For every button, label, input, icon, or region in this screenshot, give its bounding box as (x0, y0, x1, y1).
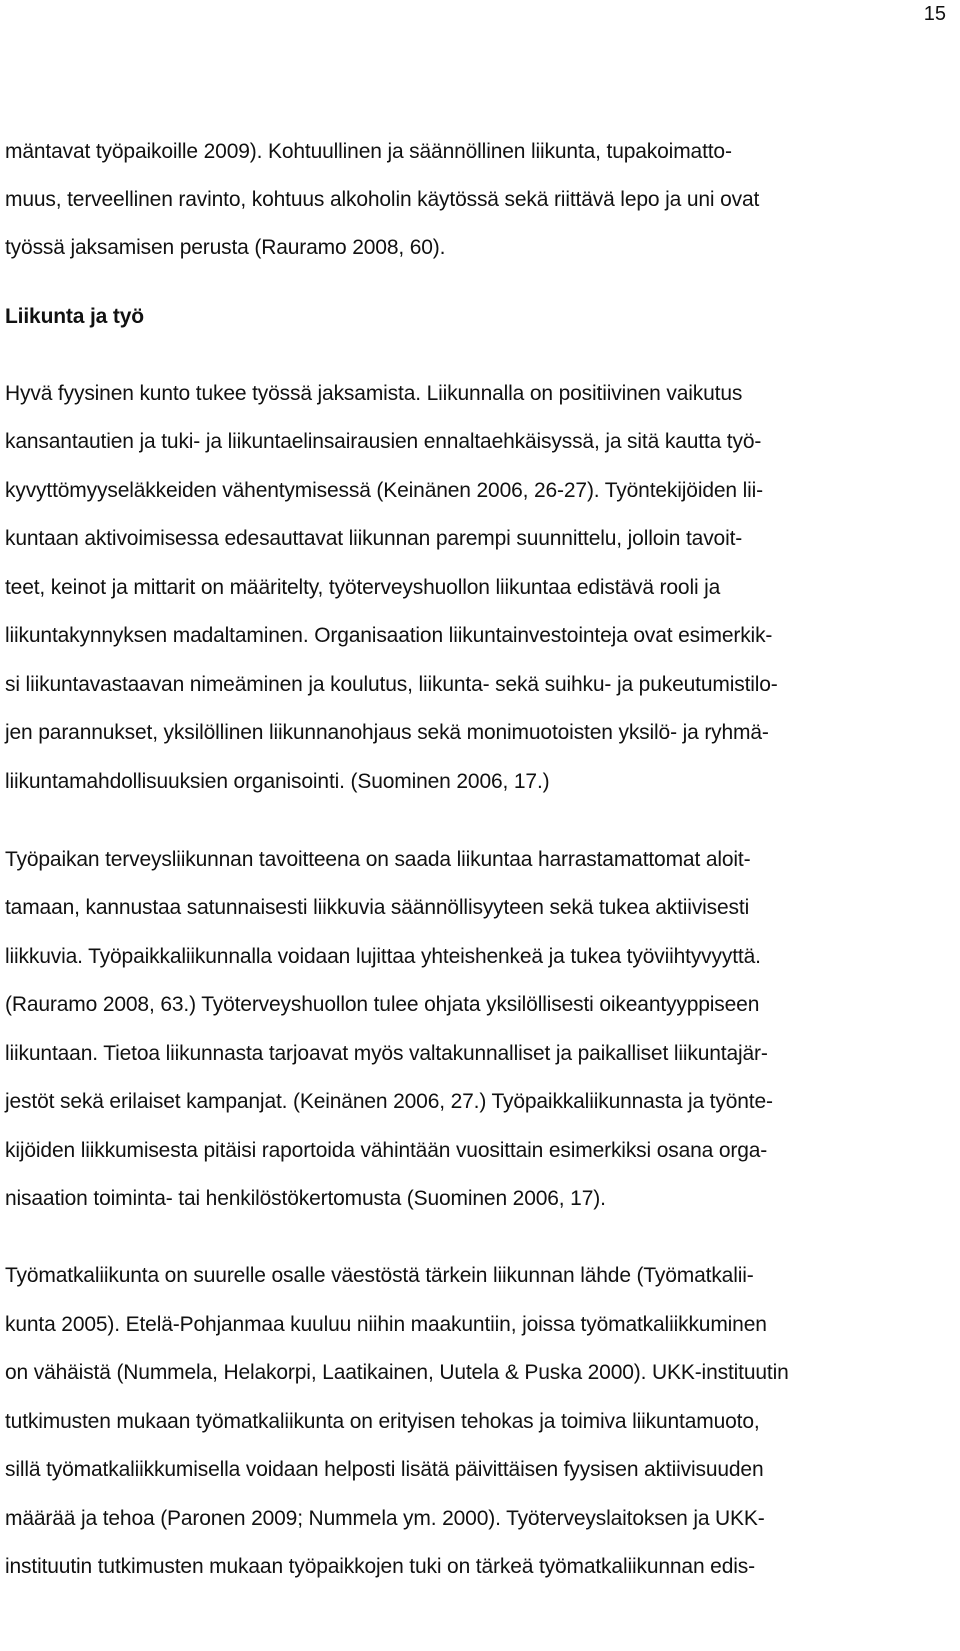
text-line: työssä jaksamisen perusta (Rauramo 2008, 60). (5, 236, 446, 259)
text-line: liikuntamahdollisuuksien organisointi. (Suominen 2006, 17.) (5, 770, 550, 793)
text-line: Työpaikan terveysliikunnan tavoitteena on saada liikuntaa harrastamattomat aloit- (5, 848, 751, 871)
text-line: liikuntakynnyksen madaltaminen. Organisaation liikuntainvestointeja ovat esimerkik- (5, 624, 773, 647)
text-line: muus, terveellinen ravinto, kohtuus alkoholin käytössä sekä riittävä lepo ja uni ovat (5, 188, 760, 211)
text-line: on vähäistä (Nummela, Helakorpi, Laatikainen, Uutela & Puska 2000). UKK-instituutin (5, 1361, 789, 1384)
text-line: nisaation toiminta- tai henkilöstökertomusta (Suominen 2006, 17). (5, 1187, 606, 1210)
text-line: Hyvä fyysinen kunto tukee työssä jaksamista. Liikunnalla on positiivinen vaikutus (5, 382, 743, 405)
text-line: kuntaan aktivoimisessa edesauttavat liikunnan parempi suunnittelu, jolloin tavoit- (5, 527, 743, 550)
text-line: Työmatkaliikunta on suurelle osalle väestöstä tärkein liikunnan lähde (Työmatkalii- (5, 1264, 754, 1287)
page-number: 15 (923, 3, 946, 25)
text-line: si liikuntavastaavan nimeäminen ja koulutus, liikunta- sekä suihku- ja pukeutumistilo- (5, 673, 778, 696)
text-line: kijöiden liikkumisesta pitäisi raportoida vähintään vuosittain esimerkiksi osana orga- (5, 1139, 768, 1162)
text-line: määrää ja tehoa (Paronen 2009; Nummela ym. 2000). Työterveyslaitoksen ja UKK- (5, 1507, 765, 1530)
text-line: tamaan, kannustaa satunnaisesti liikkuvia säännöllisyyteen sekä tukea aktiivisesti (5, 896, 750, 919)
text-line: sillä työmatkaliikkumisella voidaan helposti lisätä päivittäisen fyysisen aktiivisuuden (5, 1458, 764, 1481)
text-line: jestöt sekä erilaiset kampanjat. (Keinänen 2006, 27.) Työpaikkaliikunnasta ja työnte- (5, 1090, 773, 1113)
text-line: tutkimusten mukaan työmatkaliikunta on erityisen tehokas ja toimiva liikuntamuoto, (5, 1410, 760, 1433)
text-line: mäntavat työpaikoille 2009). Kohtuullinen ja säännöllinen liikunta, tupakoimatto- (5, 140, 732, 163)
text-line: jen parannukset, yksilöllinen liikunnanohjaus sekä monimuotoisten yksilö- ja ryhmä- (5, 721, 769, 744)
text-line: kansantautien ja tuki- ja liikuntaelinsairausien ennaltaehkäisyssä, ja sitä kautta työ- (5, 430, 762, 453)
text-line: liikkuvia. Työpaikkaliikunnalla voidaan lujittaa yhteishenkeä ja tukea työviihtyvyyttä. (5, 945, 761, 968)
text-line: (Rauramo 2008, 63.) Työterveyshuollon tulee ohjata yksilöllisesti oikeantyyppiseen (5, 993, 760, 1016)
text-line: liikuntaan. Tietoa liikunnasta tarjoavat myös valtakunnalliset ja paikalliset liikuntajär- (5, 1042, 768, 1065)
text-line: kunta 2005). Etelä-Pohjanmaa kuuluu niihin maakuntiin, joissa työmatkaliikkuminen (5, 1313, 767, 1336)
text-line: teet, keinot ja mittarit on määritelty, työterveyshuollon liikuntaa edistävä rooli ja (5, 576, 721, 599)
text-line: instituutin tutkimusten mukaan työpaikkojen tuki on tärkeä työmatkaliikunnan edis- (5, 1555, 755, 1578)
section-heading: Liikunta ja työ (5, 305, 144, 328)
text-line: kyvyttömyyseläkkeiden vähentymisessä (Keinänen 2006, 26-27). Työntekijöiden lii- (5, 479, 764, 502)
